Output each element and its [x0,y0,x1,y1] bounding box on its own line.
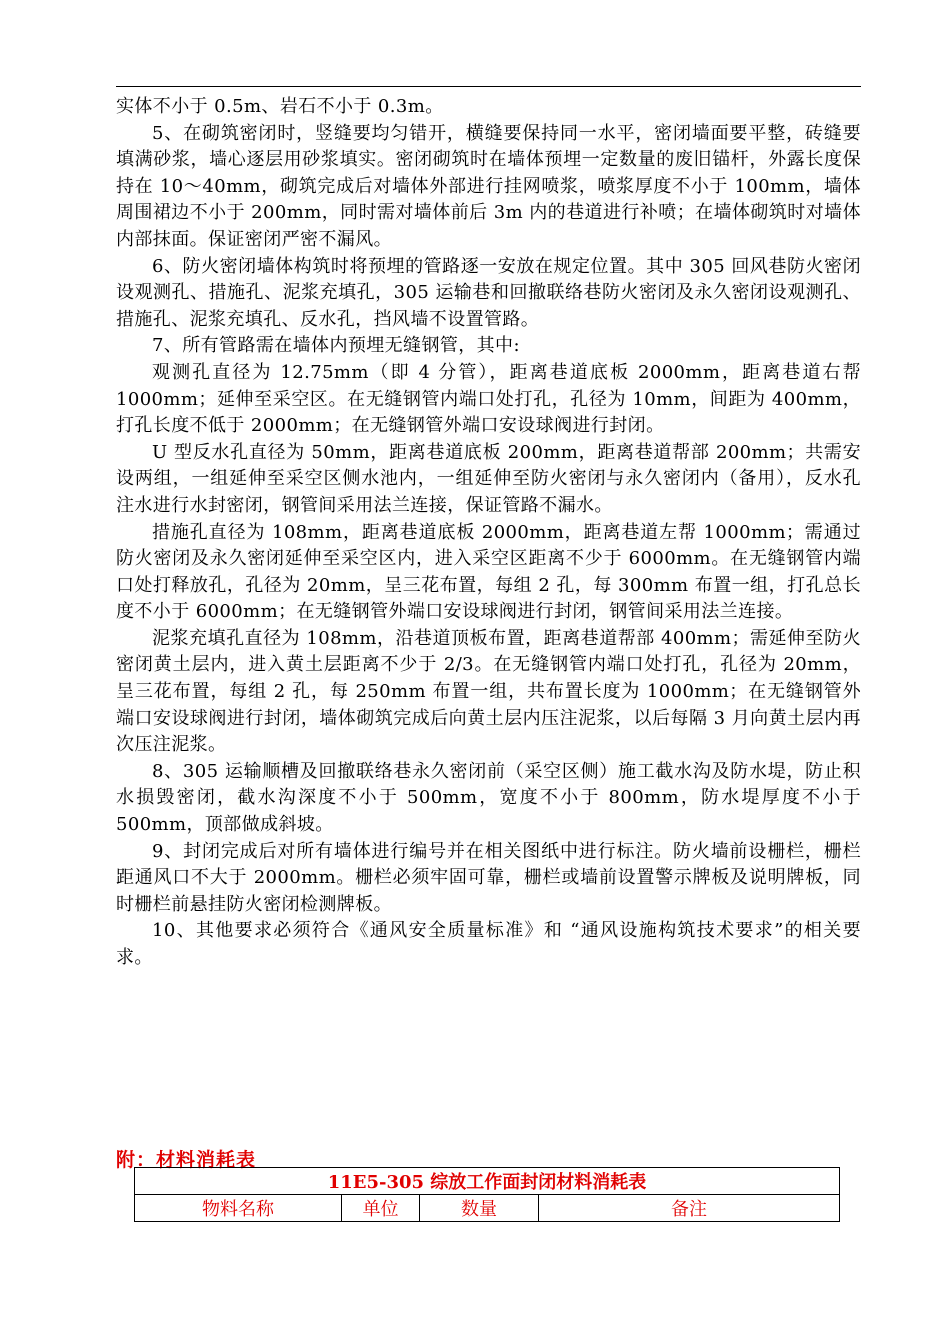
table-title-row [135,1168,840,1195]
paragraph-continuation: 实体不小于 0.5m、岩石不小于 0.3m。 [116,96,444,117]
header-unit: 单位 [342,1195,420,1222]
paragraph-item-6: 6、防火密闭墙体构筑时将预埋的管路逐一安放在规定位置。其中 305 回风巷防火密闭设观测孔、措施孔、泥浆充填孔，305 运输巷和回撤联络巷防火密闭及永久密闭设观测孔、措施孔、泥浆充填孔、反水孔，挡风墙不设置管路。 [116,255,861,330]
table-header-row [135,1195,840,1222]
paragraph-drain-hole: U 型反水孔直径为 50mm，距离巷道底板 200mm，距离巷道帮部 200mm；共需安设两组，一组延伸至采空区侧水池内，一组延伸至防火密闭与永久密闭内（备用），反水孔注水进行水封密闭，钢管间采用法兰连接，保证管路不漏水。 [116,441,861,516]
paragraph-item-9: 9、封闭完成后对所有墙体进行编号并在相关图纸中进行标注。防火墙前设栅栏，栅栏距通风口不大于 2000mm。栅栏必须牢固可靠，栅栏或墙前设置警示牌板及说明牌板，同时栅栏前悬挂防火密闭检测牌板。 [116,840,861,915]
paragraph-observation-hole: 观测孔直径为 12.75mm（即 4 分管），距离巷道底板 2000mm，距离巷道右帮 1000mm；延伸至采空区。在无缝钢管内端口处打孔，孔径为 10mm，间距为 400mm，打孔长度不低于 2000mm；在无缝钢管外端口安设球阀进行封闭。 [116,361,861,437]
header-rule [116,86,861,87]
paragraph-item-10: 10、其他要求必须符合《通风安全质量标准》和 “通风设施构筑技术要求”的相关要求。 [116,920,861,968]
header-material-name: 物料名称 [135,1195,342,1222]
paragraph-item-5: 5、在砌筑密闭时，竖缝要均匀错开，横缝要保持同一水平，密闭墙面要平整，砖缝要填满砂浆，墙心逐层用砂浆填实。密闭砌筑时在墙体预埋一定数量的废旧锚杆，外露长度保持在 10～40mm，砌筑完成后对墙体外部进行挂网喷浆，喷浆厚度不小于 100mm，墙体周围裙边不小于 200mm，同时需对墙体前后 3m 内的巷道进行补喷；在墙体砌筑时对墙体内部抹面。保证密闭严密不漏风。 [116,122,861,250]
header-quantity: 数量 [420,1195,539,1222]
paragraph-slurry-hole: 泥浆充填孔直径为 108mm，沿巷道顶板布置，距离巷道帮部 400mm；需延伸至防火密闭黄土层内，进入黄土层距离不少于 2/3。在无缝钢管内端口处打孔，孔径为 20mm，呈三花布置，每组 2 孔，每 250mm 布置一组，共布置长度为 1000mm；在无缝钢管外端口安设球阀进行封闭，墙体砌筑完成后向黄土层内压注泥浆，以后每隔 3 月向黄土层内再次压注泥浆。 [116,627,861,756]
header-remarks: 备注 [539,1195,840,1222]
table-title: 11E5-305 综放工作面封闭材料消耗表 [135,1168,840,1195]
paragraph-item-7: 7、所有管路需在墙体内预埋无缝钢管，其中: [152,335,520,357]
appendix-heading: 附：材料消耗表 [116,1149,257,1171]
material-table [134,1167,840,1222]
document-body [116,94,861,972]
paragraph-measure-hole: 措施孔直径为 108mm，距离巷道底板 2000mm，距离巷道左帮 1000mm；需通过防火密闭及永久密闭延伸至采空区内，进入采空区距离不少于 6000mm。在无缝钢管内端口处打释放孔，孔径为 20mm，呈三花布置，每组 2 孔，每 300mm 布置一组，打孔总长度不小于 6000mm；在无缝钢管外端口安设球阀进行封闭，钢管间采用法兰连接。 [116,521,861,623]
paragraph-item-8: 8、305 运输顺槽及回撤联络巷永久密闭前（采空区侧）施工截水沟及防水堤，防止积水损毁密闭，截水沟深度不小于 500mm，宽度不小于 800mm，防水堤厚度不小于 500mm，顶部做成斜坡。 [116,760,861,836]
